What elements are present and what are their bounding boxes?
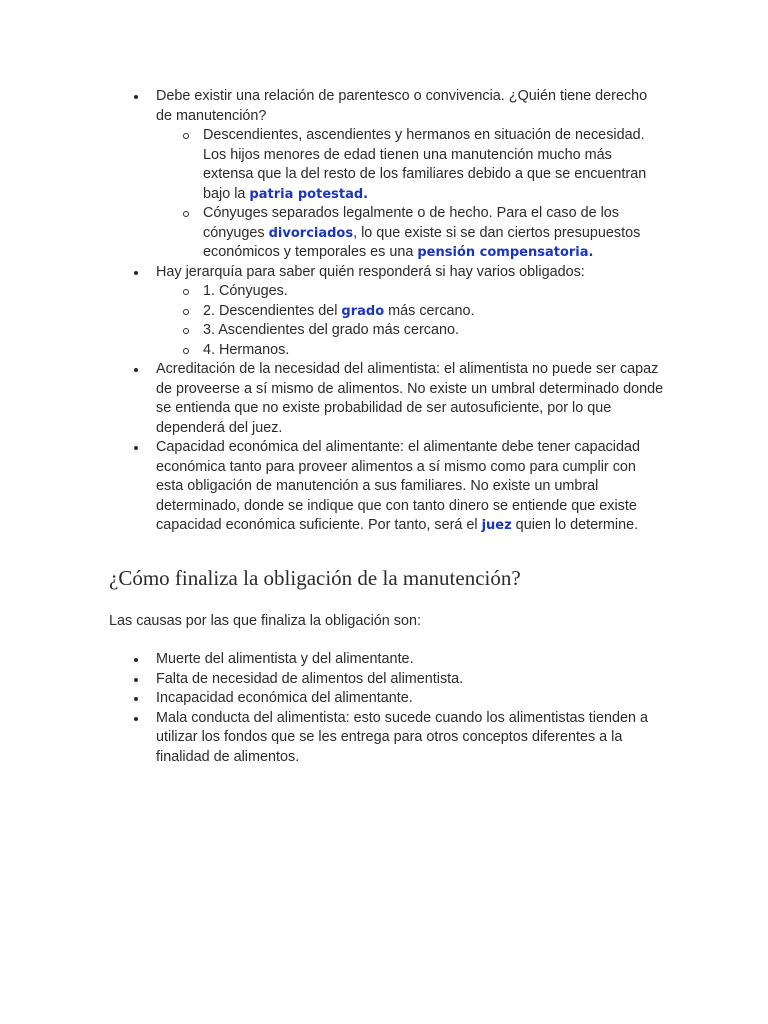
list-item: Incapacidad económica del alimentante. (156, 689, 666, 709)
requirements-list (156, 87, 666, 536)
sublist-item: Descendientes, ascendientes y hermanos en situación de necesidad. Los hijos menores de edad tienen una manutención mucho más extensa que la del resto de los familiares debido a que se encuentran bajo la patria potestad. (203, 126, 666, 204)
section-heading: ¿Cómo finaliza la obligación de la manutención? (109, 566, 521, 590)
sublist-item: 2. Descendientes del grado más cercano. (203, 302, 666, 322)
sublist-item: 1. Cónyuges. (203, 282, 666, 302)
sublist-item: 4. Hermanos. (203, 341, 666, 361)
list-item (156, 360, 666, 438)
list-item-text: Acreditación de la necesidad del alimentista: el alimentista no puede ser capaz de proveerse a sí mismo de alimentos. No existe un umbral determinado donde se entienda que no existe probabilidad de ser autosuficiente, por lo que dependerá del juez. (156, 361, 664, 436)
sublist-item: Cónyuges separados legalmente o de hecho. Para el caso de los cónyuges divorciados, lo que existe si se dan ciertos presupuestos económicos y temporales es una pensión compensatoria. (203, 204, 666, 263)
link-grado[interactable]: grado (341, 303, 385, 319)
list-item (156, 263, 666, 361)
sublist (156, 282, 666, 360)
sublist (156, 126, 666, 263)
link-pension-compensatoria[interactable]: pensión compensatoria. (417, 245, 594, 260)
list-item (156, 87, 666, 263)
list-item: Capacidad económica del alimentante: el alimentante debe tener capacidad económica tanto para proveer alimentos a sí mismo como para cumplir con esta obligación de manutención a sus familiares. No existe un umbral determinado, donde se indique que con tanto dinero se entiende que existe capacidad económica suficiente. Por tanto, será el juez quien lo determine. (156, 438, 666, 536)
intro-paragraph: Las causas por las que finaliza la obligación son: (109, 613, 421, 629)
link-juez[interactable]: juez (481, 518, 512, 533)
list-item-text: Debe existir una relación de parentesco o convivencia. ¿Quién tiene derecho de manutención? (156, 88, 648, 124)
list-item: Mala conducta del alimentista: esto sucede cuando los alimentistas tienden a utilizar los fondos que se les entrega para otros conceptos diferentes a la finalidad de alimentos. (156, 709, 666, 768)
link-patria-potestad[interactable]: patria potestad. (249, 186, 369, 202)
sublist-item: 3. Ascendientes del grado más cercano. (203, 321, 666, 341)
list-item: Falta de necesidad de alimentos del alimentista. (156, 670, 666, 690)
termination-causes-list (156, 650, 666, 767)
link-divorciados[interactable]: divorciados (268, 225, 354, 241)
list-item-text: Hay jerarquía para saber quién responderá si hay varios obligados: (156, 263, 585, 280)
list-item: Muerte del alimentista y del alimentante. (156, 650, 666, 670)
